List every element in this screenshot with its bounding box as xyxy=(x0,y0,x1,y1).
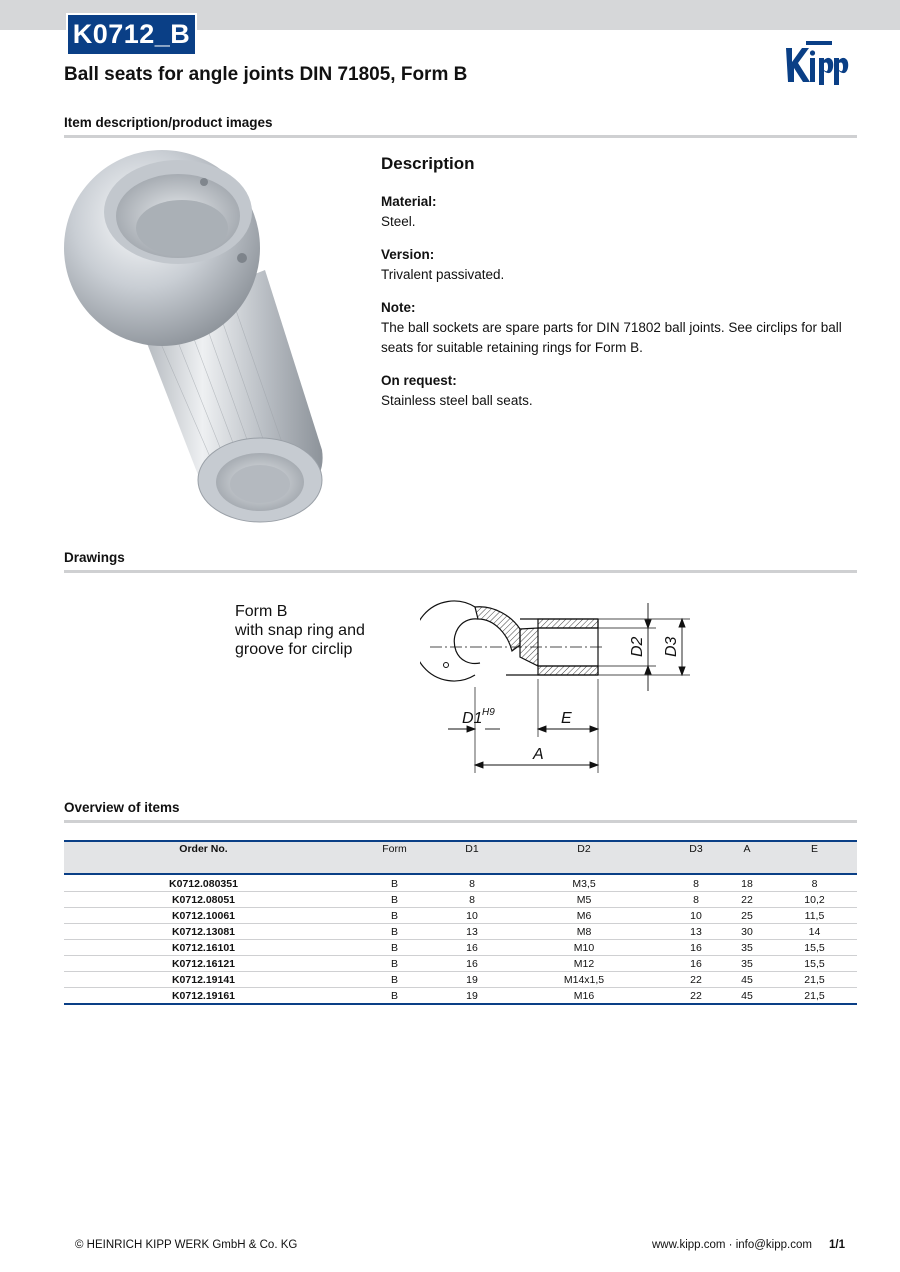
header-a: A xyxy=(722,841,772,874)
cell-d3: 16 xyxy=(670,956,722,972)
material-value: Steel. xyxy=(381,214,416,229)
cell-e: 14 xyxy=(772,924,857,940)
cell-a: 45 xyxy=(722,988,772,1005)
logo-text: Kipp xyxy=(782,36,785,37)
cell-d3: 10 xyxy=(670,908,722,924)
label-d2: D2 xyxy=(629,636,646,657)
note-label: Note: xyxy=(381,300,416,315)
cell-order-no: K0712.08051 xyxy=(64,892,343,908)
cell-a: 18 xyxy=(722,874,772,892)
section-heading-overview: Overview of items xyxy=(64,800,180,815)
version-label: Version: xyxy=(381,247,435,262)
cell-form: B xyxy=(343,924,446,940)
drawing-form-label xyxy=(235,602,365,659)
cell-e: 11,5 xyxy=(772,908,857,924)
header-form: Form xyxy=(343,841,446,874)
footer-copyright: © HEINRICH KIPP WERK GmbH & Co. KG xyxy=(75,1239,298,1251)
cell-a: 35 xyxy=(722,940,772,956)
section-rule xyxy=(64,820,857,823)
cell-e: 21,5 xyxy=(772,972,857,988)
label-a: A xyxy=(533,746,544,763)
cell-form: B xyxy=(343,972,446,988)
cell-d3: 13 xyxy=(670,924,722,940)
cell-form: B xyxy=(343,988,446,1005)
cell-d1: 8 xyxy=(446,874,498,892)
cell-d2: M3,5 xyxy=(498,874,670,892)
section-rule xyxy=(64,135,857,138)
label-d1-sup: H9 xyxy=(482,707,495,718)
table-row xyxy=(64,988,857,1005)
header-d1: D1 xyxy=(446,841,498,874)
form-line-1: Form B xyxy=(235,603,288,620)
header-d3: D3 xyxy=(670,841,722,874)
cell-order-no: K0712.13081 xyxy=(64,924,343,940)
table-row xyxy=(64,956,857,972)
page-title: Ball seats for angle joints DIN 71805, Form B xyxy=(64,64,468,85)
cell-order-no: K0712.16101 xyxy=(64,940,343,956)
cell-form: B xyxy=(343,908,446,924)
material-label: Material: xyxy=(381,194,437,209)
table-row xyxy=(64,874,857,892)
description-heading: Description xyxy=(381,154,475,173)
cell-d1: 13 xyxy=(446,924,498,940)
section-rule xyxy=(64,570,857,573)
table-row xyxy=(64,892,857,908)
cell-a: 45 xyxy=(722,972,772,988)
cell-form: B xyxy=(343,940,446,956)
on-request-value: Stainless steel ball seats. xyxy=(381,393,533,408)
cell-d2: M8 xyxy=(498,924,670,940)
cell-d1: 16 xyxy=(446,940,498,956)
cell-d2: M14x1,5 xyxy=(498,972,670,988)
cell-d2: M6 xyxy=(498,908,670,924)
cell-order-no: K0712.19161 xyxy=(64,988,343,1005)
version-block xyxy=(381,245,856,285)
cell-d2: M5 xyxy=(498,892,670,908)
cell-d1: 16 xyxy=(446,956,498,972)
header-order-no: Order No. xyxy=(64,841,343,874)
header-d2: D2 xyxy=(498,841,670,874)
section-heading-item-description: Item description/product images xyxy=(64,115,273,130)
footer-contact: www.kipp.com · info@kipp.com xyxy=(652,1239,812,1251)
cell-d3: 22 xyxy=(670,972,722,988)
item-code-badge: K0712_B xyxy=(66,13,197,56)
cell-order-no: K0712.080351 xyxy=(64,874,343,892)
cell-a: 35 xyxy=(722,956,772,972)
technical-drawing xyxy=(420,595,700,775)
cell-d1: 8 xyxy=(446,892,498,908)
footer-page-number: 1/1 xyxy=(829,1239,845,1251)
note-block xyxy=(381,298,856,358)
cell-d1: 19 xyxy=(446,972,498,988)
cell-e: 10,2 xyxy=(772,892,857,908)
cell-e: 21,5 xyxy=(772,988,857,1005)
cell-e: 15,5 xyxy=(772,940,857,956)
kipp-logo xyxy=(782,36,860,92)
product-image xyxy=(60,150,330,530)
table-header-row xyxy=(64,841,857,874)
version-value: Trivalent passivated. xyxy=(381,267,505,282)
material-block xyxy=(381,192,856,232)
cell-d3: 8 xyxy=(670,874,722,892)
description-block xyxy=(381,152,856,424)
cell-form: B xyxy=(343,874,446,892)
table-row xyxy=(64,940,857,956)
cell-d2: M12 xyxy=(498,956,670,972)
table-row xyxy=(64,972,857,988)
cell-order-no: K0712.19141 xyxy=(64,972,343,988)
on-request-label: On request: xyxy=(381,373,457,388)
label-d1: D1 xyxy=(462,710,483,727)
cell-form: B xyxy=(343,956,446,972)
cell-d3: 16 xyxy=(670,940,722,956)
cell-d1: 10 xyxy=(446,908,498,924)
cell-d1: 19 xyxy=(446,988,498,1005)
form-line-2: with snap ring and xyxy=(235,622,365,639)
cell-a: 22 xyxy=(722,892,772,908)
items-table xyxy=(64,840,857,1005)
cell-a: 25 xyxy=(722,908,772,924)
form-line-3: groove for circlip xyxy=(235,641,353,658)
cell-d3: 8 xyxy=(670,892,722,908)
cell-d3: 22 xyxy=(670,988,722,1005)
note-value: The ball sockets are spare parts for DIN 71802 ball joints. See circlips for ball seats for suitable retaining rings for Form B. xyxy=(381,320,842,355)
cell-a: 30 xyxy=(722,924,772,940)
label-e: E xyxy=(561,710,572,727)
table-row xyxy=(64,908,857,924)
cell-e: 15,5 xyxy=(772,956,857,972)
header-e: E xyxy=(772,841,857,874)
cell-order-no: K0712.10061 xyxy=(64,908,343,924)
label-d3: D3 xyxy=(663,636,680,657)
cell-e: 8 xyxy=(772,874,857,892)
table-row xyxy=(64,924,857,940)
section-heading-drawings: Drawings xyxy=(64,550,125,565)
cell-d2: M16 xyxy=(498,988,670,1005)
on-request-block xyxy=(381,371,856,411)
cell-d2: M10 xyxy=(498,940,670,956)
cell-form: B xyxy=(343,892,446,908)
cell-order-no: K0712.16121 xyxy=(64,956,343,972)
